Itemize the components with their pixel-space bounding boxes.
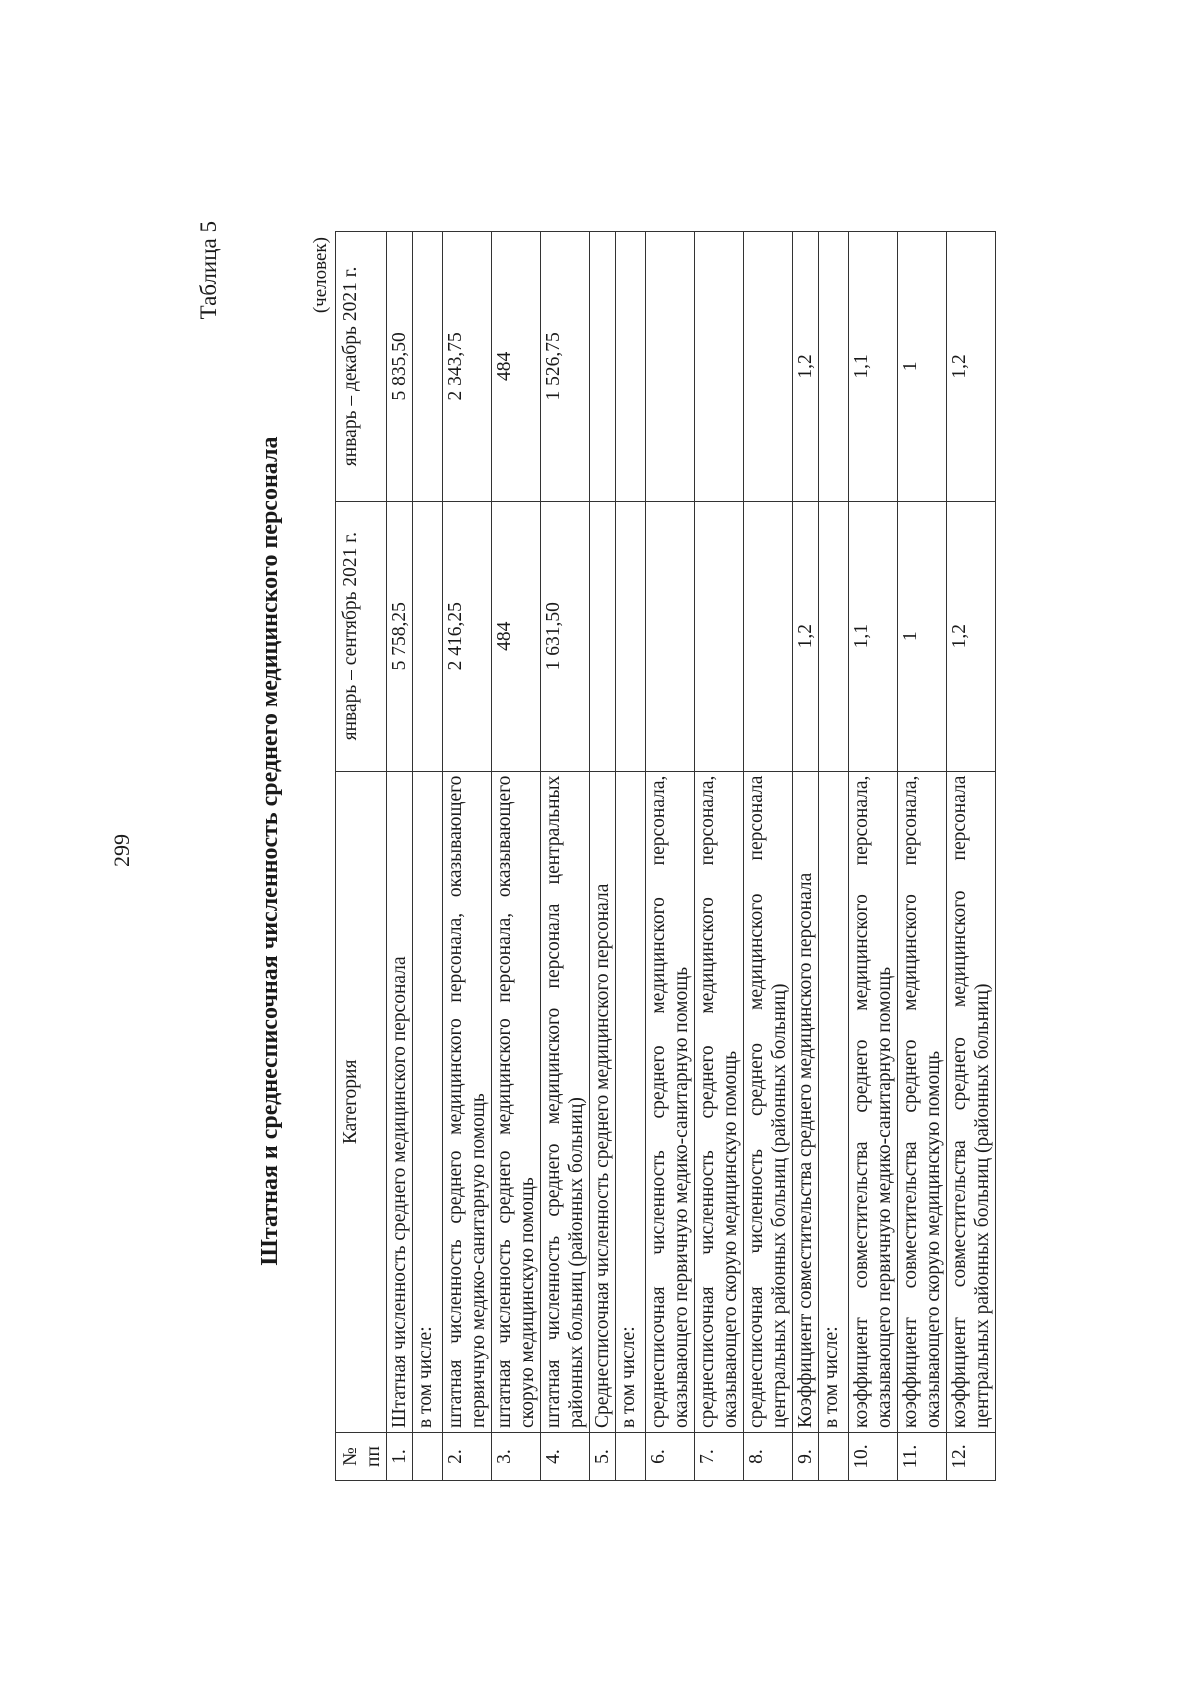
- row-value-period-1: [744, 501, 793, 771]
- row-value-period-1: [413, 501, 443, 771]
- row-value-period-2: [646, 232, 695, 502]
- row-number: 9.: [793, 1433, 819, 1481]
- table-row: [744, 232, 793, 1481]
- row-number: 8.: [744, 1433, 793, 1481]
- row-value-period-1: [695, 501, 744, 771]
- row-category: среднесписочная численность среднего медицинского персонала, оказывающего первичную медико-санитарную помощь: [646, 771, 695, 1432]
- row-number: 1.: [387, 1433, 413, 1481]
- table-row: [947, 232, 996, 1481]
- page-number: 299: [109, 834, 134, 867]
- table-row: [541, 232, 590, 1481]
- row-value-period-2: 5 835,50: [387, 232, 413, 502]
- row-value-period-1: 1 631,50: [541, 501, 590, 771]
- row-category: в том числе:: [616, 771, 646, 1432]
- staff-table: [335, 231, 996, 1481]
- row-value-period-1: 5 758,25: [387, 501, 413, 771]
- table-row: [819, 232, 849, 1481]
- table-row: [492, 232, 541, 1481]
- header-period-2: январь – декабрь 2021 г.: [336, 232, 387, 502]
- rotated-page: [92, 211, 1142, 1491]
- row-category: Штатная численность среднего медицинского персонала: [387, 771, 413, 1432]
- row-value-period-1: 484: [492, 501, 541, 771]
- table-row: [590, 232, 616, 1481]
- row-value-period-1: 1,1: [849, 501, 898, 771]
- row-value-period-1: [616, 501, 646, 771]
- table-row: [616, 232, 646, 1481]
- header-num: № пп: [336, 1433, 387, 1481]
- table-row: [898, 232, 947, 1481]
- row-value-period-1: 1: [898, 501, 947, 771]
- row-category: в том числе:: [819, 771, 849, 1432]
- table-row: [849, 232, 898, 1481]
- row-category: в том числе:: [413, 771, 443, 1432]
- table-header-row: [336, 232, 387, 1481]
- row-category: Среднесписочная численность среднего медицинского персонала: [590, 771, 616, 1432]
- row-value-period-2: [413, 232, 443, 502]
- row-value-period-2: 1: [898, 232, 947, 502]
- table-row: [387, 232, 413, 1481]
- row-value-period-2: 2 343,75: [443, 232, 492, 502]
- row-number: [616, 1433, 646, 1481]
- unit-label: (человек): [310, 237, 331, 314]
- table-title: Штатная и среднесписочная численность среднего медицинского персонала: [257, 436, 283, 1266]
- row-value-period-1: [590, 501, 616, 771]
- table-row: [793, 232, 819, 1481]
- row-value-period-2: [616, 232, 646, 502]
- header-period-1: январь – сентябрь 2021 г.: [336, 501, 387, 771]
- row-category: Коэффициент совместительства среднего медицинского персонала: [793, 771, 819, 1432]
- row-number: [413, 1433, 443, 1481]
- row-value-period-1: 1,2: [947, 501, 996, 771]
- row-number: 11.: [898, 1433, 947, 1481]
- row-category: коэффициент совместительства среднего медицинского персонала, оказывающего первичную медико-санитарную помощь: [849, 771, 898, 1432]
- row-category: среднесписочная численность среднего медицинского персонала центральных районных больниц (районных больниц): [744, 771, 793, 1432]
- row-value-period-2: [744, 232, 793, 502]
- row-category: коэффициент совместительства среднего медицинского персонала центральных районных больниц (районных больниц): [947, 771, 996, 1432]
- row-number: 3.: [492, 1433, 541, 1481]
- row-value-period-2: [695, 232, 744, 502]
- row-number: 2.: [443, 1433, 492, 1481]
- row-category: коэффициент совместительства среднего медицинского персонала, оказывающего скорую медицинскую помощь: [898, 771, 947, 1432]
- row-category: штатная численность среднего медицинского персонала центральных районных больниц (районных больниц): [541, 771, 590, 1432]
- table-row: [443, 232, 492, 1481]
- table-row: [646, 232, 695, 1481]
- row-number: 12.: [947, 1433, 996, 1481]
- row-value-period-2: 1,2: [793, 232, 819, 502]
- row-value-period-2: [590, 232, 616, 502]
- row-number: [819, 1433, 849, 1481]
- table-row: [413, 232, 443, 1481]
- row-value-period-1: 1,2: [793, 501, 819, 771]
- row-value-period-2: [819, 232, 849, 502]
- header-category: Категория: [336, 771, 387, 1432]
- row-value-period-1: [646, 501, 695, 771]
- table-label: Таблица 5: [196, 221, 221, 320]
- row-value-period-2: 1 526,75: [541, 232, 590, 502]
- table-body: [387, 232, 996, 1481]
- row-category: штатная численность среднего медицинского персонала, оказывающего скорую медицинскую помощь: [492, 771, 541, 1432]
- row-value-period-2: 1,1: [849, 232, 898, 502]
- row-number: 7.: [695, 1433, 744, 1481]
- row-category: штатная численность среднего медицинского персонала, оказывающего первичную медико-санитарную помощь: [443, 771, 492, 1432]
- row-value-period-1: [819, 501, 849, 771]
- table-row: [695, 232, 744, 1481]
- row-number: 6.: [646, 1433, 695, 1481]
- row-value-period-1: 2 416,25: [443, 501, 492, 771]
- row-number: 5.: [590, 1433, 616, 1481]
- row-number: 10.: [849, 1433, 898, 1481]
- row-category: среднесписочная численность среднего медицинского персонала, оказывающего скорую медицинскую помощь: [695, 771, 744, 1432]
- row-value-period-2: 1,2: [947, 232, 996, 502]
- row-number: 4.: [541, 1433, 590, 1481]
- row-value-period-2: 484: [492, 232, 541, 502]
